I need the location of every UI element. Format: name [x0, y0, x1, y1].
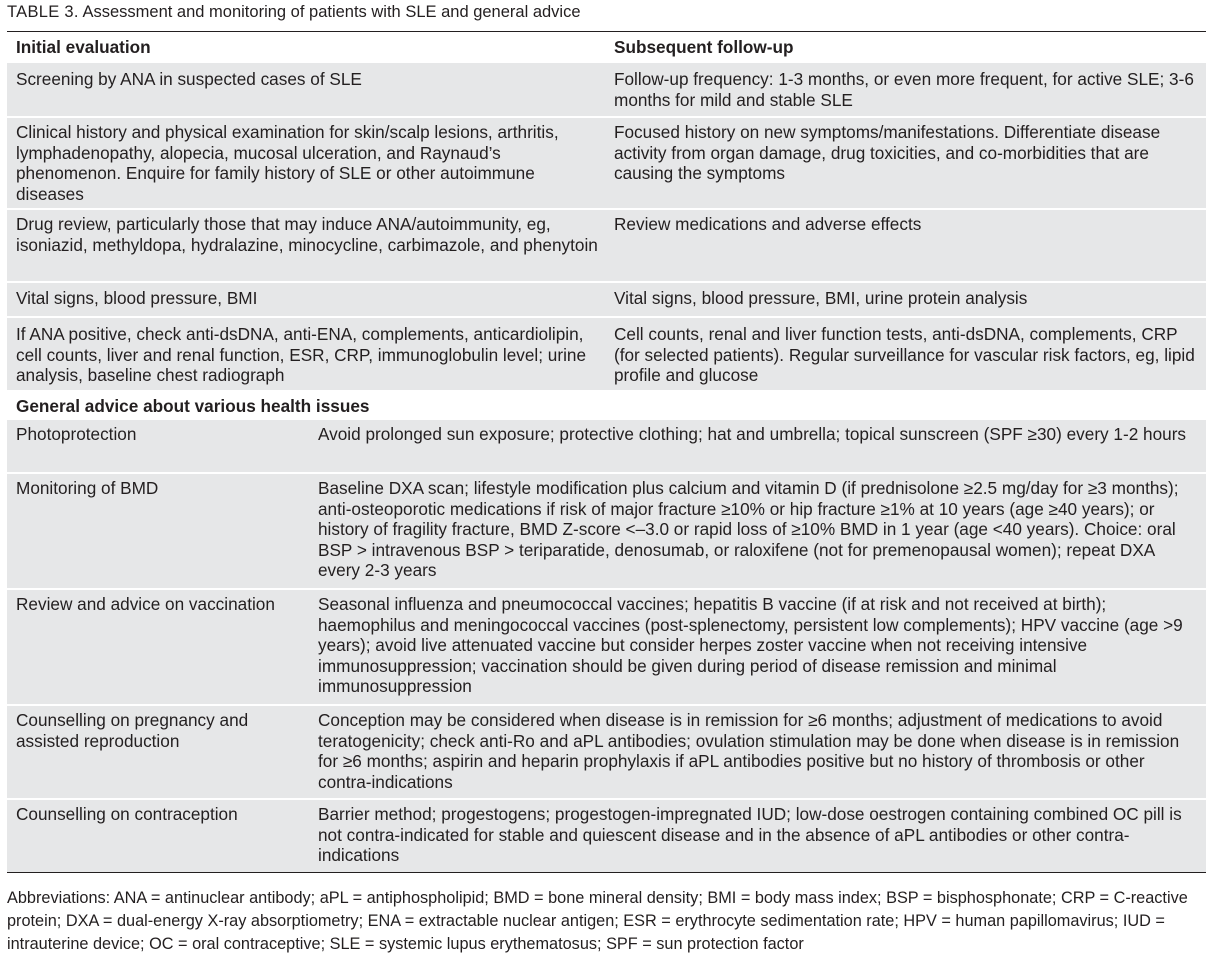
follow-up-cell: Review medications and adverse effects — [614, 214, 922, 234]
header-subsequent-follow-up: Subsequent follow-up — [614, 37, 794, 57]
abbreviations-footnote: Abbreviations: ANA = antinuclear antibody; aPL = antiphospholipid; BMD = bone mineral density; BMI = body mass index; BSP = bisphosphonate; CRP = C-reactive protein; DXA = dual-energy X-ray absorptiometry; ENA = extractable nuclear antigen; ESR = erythrocyte sedimentation rate; HPV = human papillomavirus; IUD = intrauterine device; OC = oral contraceptive; SLE = systemic lupus erythematosus; SPF = sun protection factor — [7, 889, 1188, 953]
advice-topic-cell: Review and advice on vaccination — [16, 594, 275, 614]
advice-detail-cell: Barrier method; progestogens; progestogen-impregnated IUD; low-dose oestrogen containing combined OC pill is not contra-indicated for stable and quiescent disease and in the absence of aPL antibodies or other contra-indications — [318, 804, 1182, 865]
advice-topic-cell: Counselling on pregnancy and assisted reproduction — [16, 710, 249, 751]
table-row — [7, 588, 1206, 704]
table-header-row — [7, 32, 1206, 63]
table-row — [7, 316, 1206, 390]
table-row — [7, 63, 1206, 116]
table-title: Assessment and monitoring of patients with SLE and general advice — [82, 3, 581, 21]
table-row — [7, 798, 1206, 872]
header-initial-evaluation: Initial evaluation — [16, 37, 151, 57]
advice-detail-cell: Seasonal influenza and pneumococcal vaccines; hepatitis B vaccine (if at risk and not received at birth); haemophilus and meningococcal vaccines (post-splenectomy, persistent low complements); HPV vaccine (age >9 years); avoid live attenuated vaccine but consider herpes zoster vaccine when not receiving intensive immunosuppression; vaccination should be given during period of disease remission and minimal immunosuppression — [318, 594, 1183, 696]
table-row — [7, 116, 1206, 208]
advice-topic-cell: Monitoring of BMD — [16, 478, 159, 498]
advice-detail-cell: Baseline DXA scan; lifestyle modification plus calcium and vitamin D (if prednisolone ≥2.5 mg/day for ≥3 months); anti-osteoporotic medications if risk of major fracture ≥10% or hip fracture ≥1% at 10 years (age ≥40 years); or history of fragility fracture, BMD Z-score <–3.0 or rapid loss of ≥10% BMD in 1 year (age <40 years). Choice: oral BSP > intravenous BSP > teriparatide, denosumab, or raloxifene (not for premenopausal women); repeat DXA every 2-3 years — [318, 478, 1179, 580]
initial-evaluation-cell: If ANA positive, check anti-dsDNA, anti-ENA, complements, anticardiolipin, cell counts, liver and renal function, ESR, CRP, immunoglobulin level; urine analysis, baseline chest radiograph — [16, 324, 587, 385]
initial-evaluation-cell: Vital signs, blood pressure, BMI — [16, 288, 258, 308]
initial-evaluation-cell: Clinical history and physical examination for skin/scalp lesions, arthritis, lymphadenopathy, alopecia, mucosal ulceration, and Raynaud’s phenomenon. Enquire for family history of SLE or other autoimmune diseases — [16, 122, 559, 204]
initial-evaluation-cell: Screening by ANA in suspected cases of SLE — [16, 69, 362, 89]
advice-detail-cell: Avoid prolonged sun exposure; protective clothing; hat and umbrella; topical sunscreen (SPF ≥30) every 1-2 hours — [318, 424, 1187, 444]
table-label: TABLE 3. — [7, 3, 79, 21]
assessment-table — [7, 31, 1206, 873]
general-advice-heading: General advice about various health issues — [16, 396, 370, 416]
table-caption — [7, 2, 581, 22]
follow-up-cell: Follow-up frequency: 1-3 months, or even more frequent, for active SLE; 3-6 months for mild and stable SLE — [614, 69, 1194, 110]
follow-up-cell: Cell counts, renal and liver function tests, anti-dsDNA, complements, CRP (for selected patients). Regular surveillance for vascular risk factors, eg, lipid profile and glucose — [614, 324, 1195, 385]
advice-topic-cell: Photoprotection — [16, 424, 137, 444]
table-row — [7, 281, 1206, 316]
table-row — [7, 472, 1206, 588]
initial-evaluation-cell: Drug review, particularly those that may induce ANA/autoimmunity, eg, isoniazid, methyldopa, hydralazine, minocycline, carbimazole, and phenytoin — [16, 214, 598, 255]
follow-up-cell: Focused history on new symptoms/manifestations. Differentiate disease activity from organ damage, drug toxicities, and co-morbidities that are causing the symptoms — [614, 122, 1161, 183]
follow-up-cell: Vital signs, blood pressure, BMI, urine protein analysis — [614, 288, 1028, 308]
table-row — [7, 208, 1206, 281]
general-advice-heading-row — [7, 390, 1206, 420]
table-row — [7, 704, 1206, 798]
advice-topic-cell: Counselling on contraception — [16, 804, 238, 824]
table-row — [7, 420, 1206, 472]
advice-detail-cell: Conception may be considered when disease is in remission for ≥6 months; adjustment of medications to avoid teratogenicity; check anti-Ro and aPL antibodies; ovulation stimulation may be done when disease is in remission for ≥6 months; aspirin and heparin prophylaxis if aPL antibodies positive but no history of thrombosis or other contra-indications — [318, 710, 1180, 792]
